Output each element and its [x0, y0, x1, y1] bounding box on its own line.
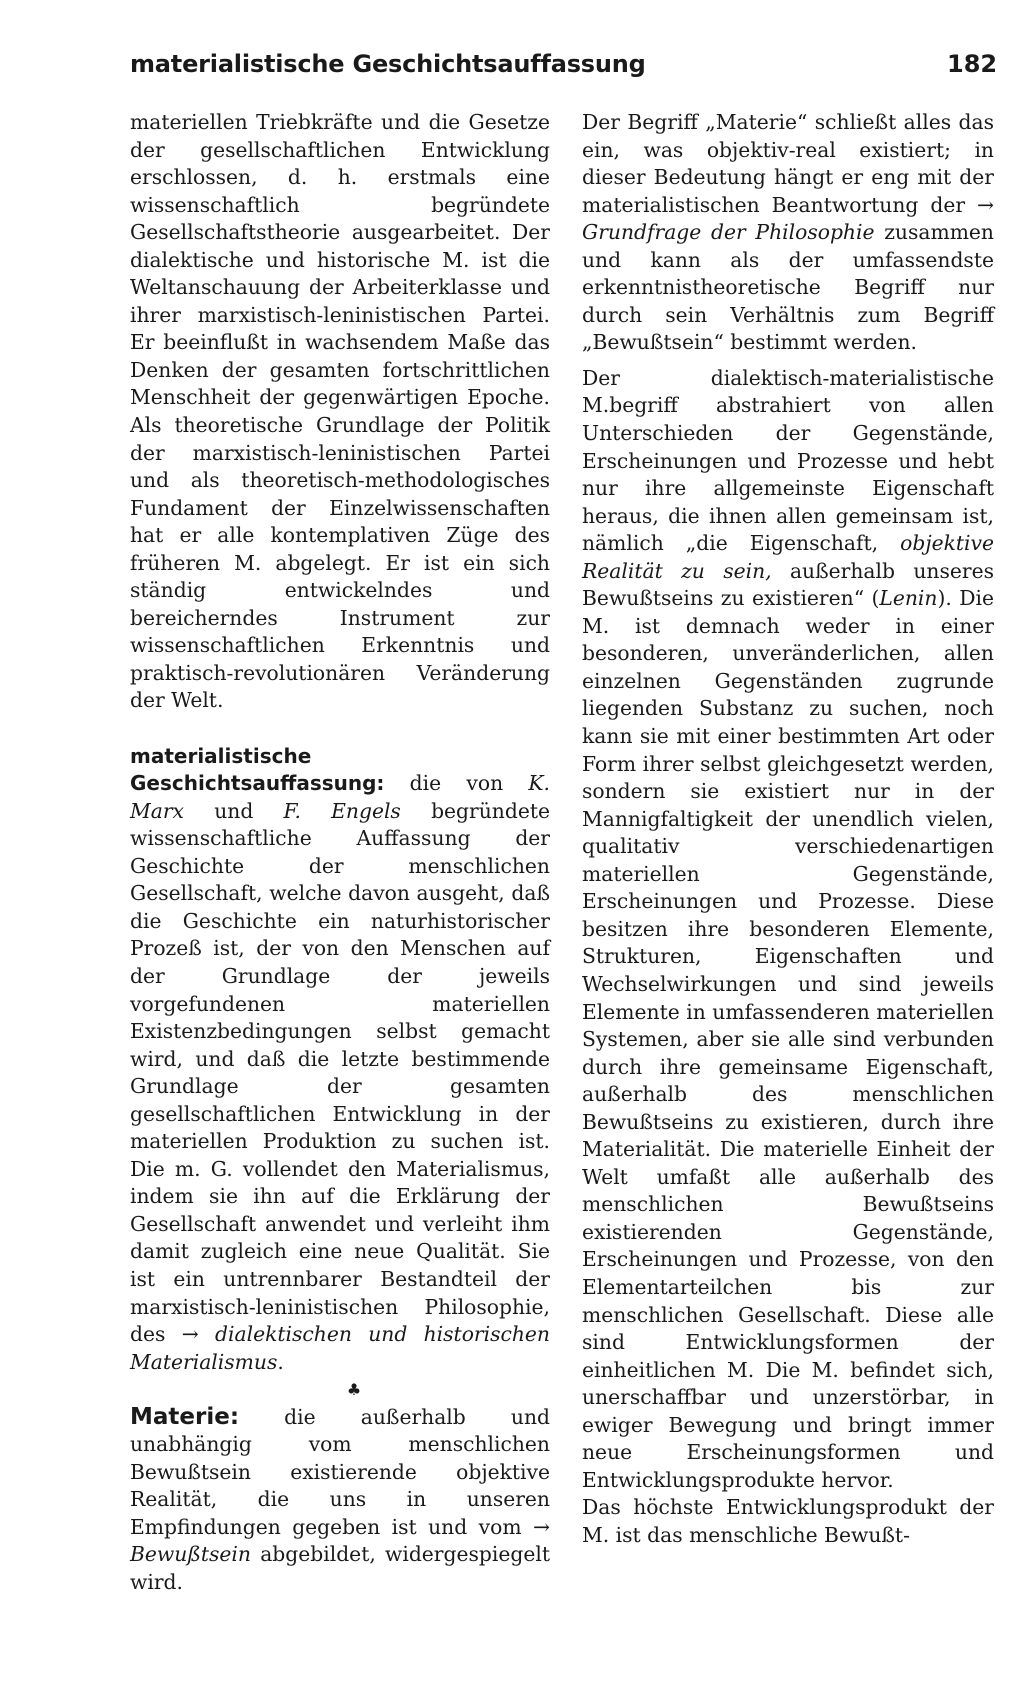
author-name: Lenin	[879, 586, 938, 611]
entry-materialistische-geschichtsauffassung: materialistische Geschichtsauffassung: die von K. Marx und F. Engels begründete wissenschaftliche Auffassung der Geschichte der menschlichen Gesellschaft, welche davon ausgeht, daß die Geschichte ein naturhistorischer Prozeß ist, der von den Menschen auf der Grundlage der jeweils vorgefundenen materiellen Existenzbedingungen selbst gemacht wird, und daß die letzte bestimmende Grundlage der gesamten gesellschaftlichen Entwicklung in der materiellen Produktion zu suchen ist. Die m. G. vollendet den Materialismus, indem sie ihn auf die Erklärung der Gesellschaft anwendet und verleiht ihm damit zugleich eine neue Qualität. Sie ist ein untrennbarer Bestandteil der marxistisch-leninistischen Philosophie, des → dialektischen und historischen Materialismus.	[130, 743, 550, 1374]
paragraph-materialismus-end: materiellen Triebkräfte und die Gesetze der gesellschaftlichen Entwicklung erschlossen, d. h. erstmals eine wissenschaftlich begründete Gesellschaftstheorie ausgearbeitet. Der dialektische und historische M. ist die Weltanschauung der Arbeiterklasse und ihrer marxistisch-leninistischen Partei. Er beeinflußt in wachsendem Maße das Denken der gesamten fortschrittlichen Menschheit der gegenwärtigen Epoche. Als theoretische Grundlage der Politik der marxistisch-leninistischen Partei und als theoretisch-methodologisches Fundament der Einzelwissenschaften hat er alle kontemplativen Züge des früheren M. abgelegt. Er ist ein sich ständig entwickelndes und bereicherndes Instrument zur wissenschaftlichen Erkenntnis und praktisch-revolutionären Veränderung der Welt.	[130, 110, 550, 713]
cross-reference: Bewußtsein	[130, 1542, 251, 1567]
cross-reference-arrow-icon: →	[977, 192, 994, 217]
page-number: 182	[947, 50, 998, 78]
entry-materie: Materie: die außerhalb und unabhängig vom menschlichen Bewußtsein existierende objektive Realität, die uns in unseren Empfindungen gegeben ist und vom → Bewußtsein abgebildet, widergespiegelt wird.	[130, 1403, 550, 1594]
cross-reference: Grundfrage der Philosophie	[582, 220, 875, 245]
left-column	[130, 109, 550, 1597]
paragraph-dialektisch-materialistisch: Der dialektisch-materialistische M.begriff abstrahiert von allen Unterschieden der Gegenstände, Erscheinungen und Prozesse und hebt nur ihre allgemeinste Eigenschaft heraus, die ihnen allen gemeinsam ist, nämlich „die Eigenschaft, objektive Realität zu sein, außerhalb unseres Bewußtseins zu existieren“ (Lenin). Die M. ist demnach weder in einer besonderen, unveränderlichen, allen einzelnen Gegenständen zugrunde liegenden Substanz zu suchen, noch kann sie mit einer bestimmten Art oder Form ihrer selbst gleichgesetzt werden, sondern sie existiert nur in der Mannigfaltigkeit der unendlich vielen, qualitativ verschiedenartigen materiellen Gegenstände, Erscheinungen und Prozesse. Diese besitzen ihre besonderen Elemente, Strukturen, Eigenschaften und Wechselwirkungen und sind jeweils Elemente in umfassenderen materiellen Systemen, aber sie alle sind verbunden durch ihre gemeinsame Eigenschaft, außerhalb des menschlichen Bewußtseins zu existieren, durch ihre Materialität. Die materielle Einheit der Welt umfaßt alle außerhalb des menschlichen Bewußtseins existierenden Gegenstände, Erscheinungen und Prozesse, von den Elementarteilchen bis zur menschlichen Gesellschaft. Diese alle sind Entwicklungsformen der einheitlichen M. Die M. befindet sich, unerschaffbar und unzerstörbar, in ewiger Bewegung und bringt immer neue Erscheinungsformen und Entwicklungsprodukte hervor.	[582, 365, 995, 1492]
cross-reference-arrow-icon: →	[181, 1322, 199, 1347]
author-name: K. Marx	[130, 771, 550, 823]
entry-headword: Materie:	[130, 1403, 240, 1430]
right-column	[582, 109, 994, 1549]
quotation: objektive Realität zu sein,	[582, 531, 994, 583]
separator-ornament-icon: ♣	[346, 1380, 362, 1400]
author-name: F. Engels	[283, 798, 401, 823]
entry-headword: materialistische Geschichtsauffassung:	[130, 743, 385, 796]
paragraph-materie-begriff: Der Begriff „Materie“ schließt alles das ein, was objektiv-real existiert; in dieser Bedeutung hängt er eng mit der materialistischen Beantwortung der → Grundfrage der Philosophie zusammen und kann als der umfassendste erkenntnistheoretische Begriff nur durch sein Verhältnis zum Begriff „Bewußtsein“ bestimmt werden.	[582, 110, 994, 355]
paragraph-gap	[582, 357, 994, 365]
cross-reference: dialektischen und historischen Materialismus	[130, 1322, 550, 1374]
paragraph-hoechstes-produkt: Das höchste Entwicklungsprodukt der M. ist das menschliche Bewußt-	[582, 1495, 994, 1547]
entry-gap	[130, 715, 550, 743]
running-title: materialistische Geschichtsauffassung	[130, 50, 646, 78]
cross-reference-arrow-icon: →	[533, 1514, 550, 1539]
